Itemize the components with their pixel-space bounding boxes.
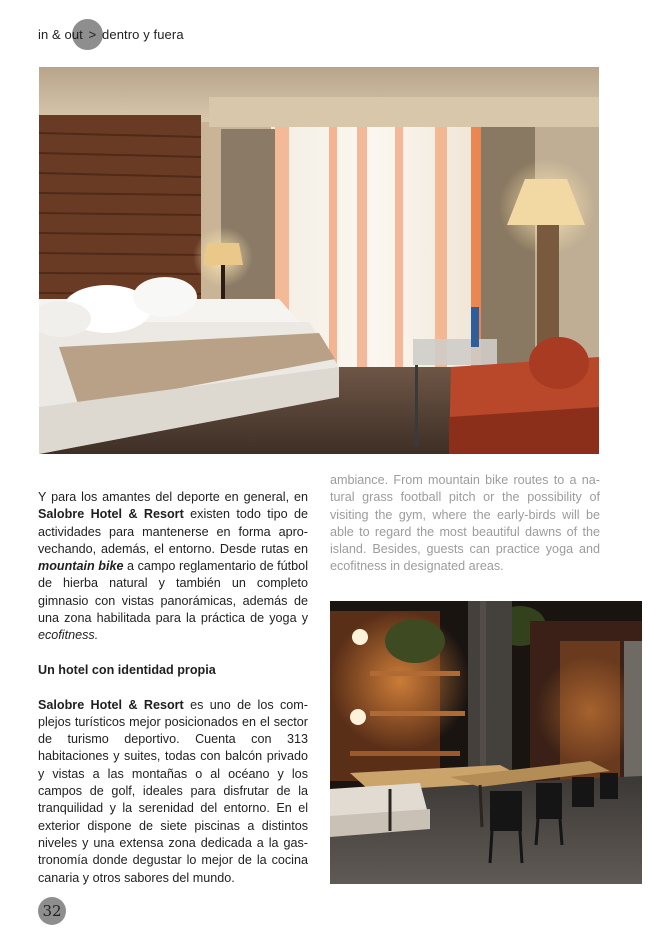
breadcrumb-section: in & out	[38, 27, 83, 42]
spanish-paragraph-hotel	[38, 697, 308, 887]
ecofitness-emphasis: ecofitness.	[38, 628, 99, 643]
page-number: 32	[42, 902, 62, 920]
hotel-bedroom-photo	[39, 67, 599, 454]
hotel-restaurant-photo	[330, 601, 642, 884]
spanish-paragraph-sports	[38, 489, 308, 645]
text-run: es uno de los complejos turísticos mejor posicionados en el sector de turismo deportivo. Cuenta con 313 habitaciones y suites, todas con balcón privado y vistas a las montañas o al océano y los campos de golf, ideales para disfrutar de la tranquilidad y la serenidad del entorno. En el exterior dispone de siete piscinas a distintos niveles y una extensa zona dedicada a la gastronomía donde degustar lo mejor de la cocina canaria y otros sabores del mundo.	[38, 697, 308, 885]
breadcrumb	[38, 27, 184, 42]
hotel-name-bold: Salobre Hotel & Resort	[38, 507, 184, 522]
breadcrumb-subsection: dentro y fuera	[102, 27, 184, 42]
section-heading: Un hotel con identidad propia	[38, 662, 216, 677]
mountain-bike-emphasis: mountain bike	[38, 559, 124, 574]
breadcrumb-separator: >	[88, 27, 97, 42]
text-run: Y para los amantes del deporte en general, en	[38, 490, 308, 504]
english-article-text: ambiance. From mountain bike routes to a natural grass football pitch or the possibility of visiting the gym, where the early-birds will be able to regard the most beautiful dawns of the island. Besides, guests can practice yoga and ecofitness in designated areas.	[330, 473, 600, 574]
text-run: a campo reglamentario de fútbol de hierba natural y también un completo gimnasio con vistas panorámicas, además de una zona habilitada para la práctica de yoga y	[38, 559, 308, 626]
spanish-article-column	[38, 489, 308, 887]
text-run: existen todo tipo de actividades para mantenerse en forma aprovechando, además, el entorno. Desde rutas en	[38, 507, 308, 556]
hotel-name-bold: Salobre Hotel & Resort	[38, 697, 184, 712]
